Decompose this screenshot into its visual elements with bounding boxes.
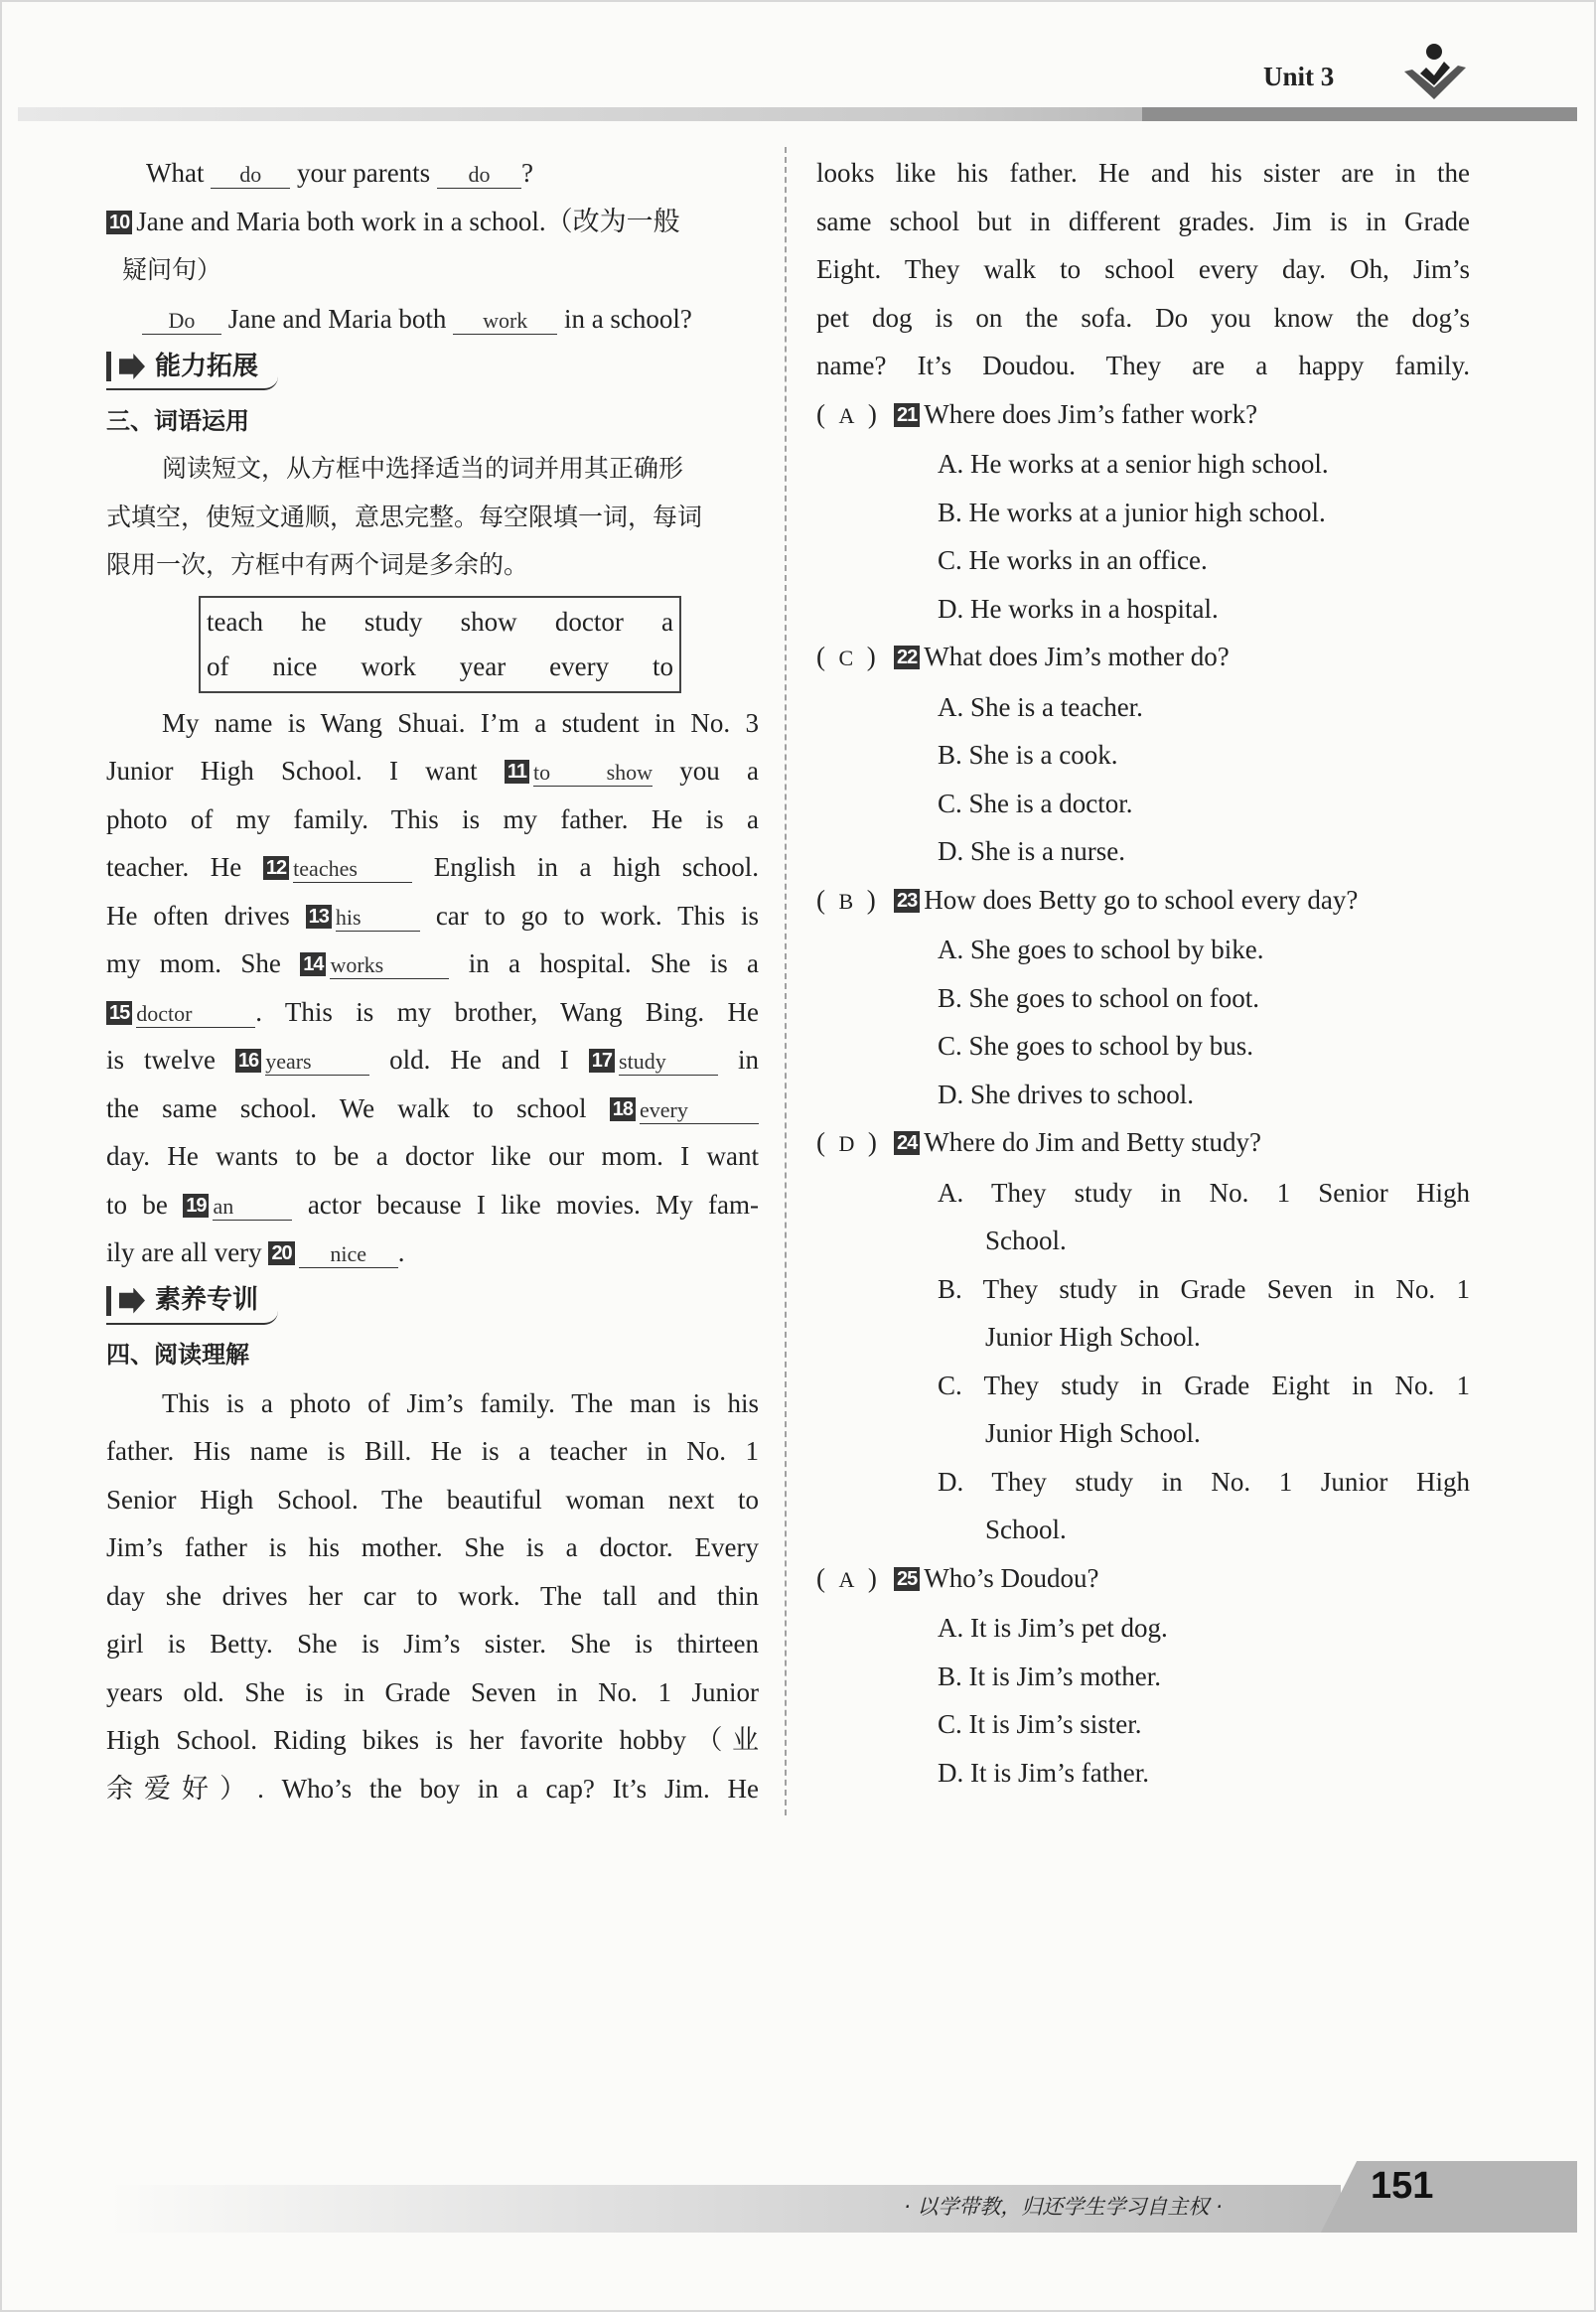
question-number: 23 <box>894 889 920 913</box>
reading-passage <box>106 1379 759 1813</box>
answer-letter: B <box>838 888 854 914</box>
question-number: 25 <box>894 1567 920 1591</box>
book-reader-logo-icon <box>1400 38 1470 107</box>
option: C. It is Jim’s sister. <box>938 1709 1142 1739</box>
blank-19: an <box>213 1194 292 1221</box>
q9-blank-1: do <box>211 162 290 189</box>
text: you a <box>679 756 759 786</box>
text: . This is my brother, Wang Bing. He <box>255 996 759 1027</box>
text: old. He and I <box>389 1045 569 1075</box>
q10-text-2 <box>106 245 759 295</box>
cloze-passage <box>106 699 759 1277</box>
option-cont: Junior High School. <box>985 1322 1201 1352</box>
reading-line: Jim’s father is his mother. She is a doctor. Every <box>106 1532 759 1562</box>
word: year <box>459 650 507 681</box>
banner-bar-icon <box>106 1286 111 1316</box>
passage-line <box>106 892 759 940</box>
word: doctor <box>554 606 624 637</box>
blank-18: every <box>640 1097 759 1124</box>
text: . <box>397 1237 405 1267</box>
text: the same school. We walk to school <box>106 1092 587 1123</box>
q10-mid: Jane and Maria both <box>227 303 447 334</box>
blank-number-12: 12 <box>263 856 289 880</box>
blank-13: his <box>336 905 420 932</box>
q10-blank-1: Do <box>142 308 221 335</box>
answer-bracket: ( B ) <box>816 884 876 915</box>
option: B. It is Jim’s mother. <box>938 1661 1162 1691</box>
option: D. They study in No. 1 Junior High <box>938 1466 1470 1497</box>
reading-line: girl is Betty. She is Jim’s sister. She is thirteen <box>106 1629 759 1659</box>
option: B. He works at a junior high school. <box>938 497 1326 527</box>
page-number: 151 <box>1371 2165 1434 2207</box>
passage-line <box>106 1036 759 1084</box>
option: A. They study in No. 1 Senior High <box>938 1177 1470 1208</box>
word: of <box>207 650 229 681</box>
blank-number-17: 17 <box>589 1049 615 1073</box>
word: show <box>460 606 517 637</box>
question-25 <box>816 1554 1470 1798</box>
option: C. She is a doctor. <box>938 788 1133 818</box>
question-text: Where do Jim and Betty study? <box>924 1127 1261 1157</box>
text: to be <box>106 1189 168 1220</box>
text: my mom. She <box>106 948 281 978</box>
answer-letter: D <box>838 1131 855 1156</box>
blank-14: works <box>330 952 449 979</box>
q10-answer-line <box>106 295 759 344</box>
answer-bracket: ( D ) <box>816 1127 877 1157</box>
text: Junior High School. I want <box>106 756 478 786</box>
answer-letter: C <box>838 646 854 670</box>
blank-number-16: 16 <box>235 1049 261 1073</box>
text: in <box>738 1045 760 1075</box>
question-text: What does Jim’s mother do? <box>924 642 1230 671</box>
option: D. It is Jim’s father. <box>938 1757 1149 1788</box>
reading-line: 余爱好）. Who’s the boy in a cap? It’s Jim. He <box>106 1773 759 1804</box>
blank-15: doctor <box>136 1001 255 1028</box>
reading-line: years old. She is in Grade Seven in No. 1 Junior <box>106 1676 759 1707</box>
header-band-accent <box>1142 107 1577 121</box>
reading-line: Senior High School. The beautiful woman next to <box>106 1484 759 1515</box>
word: teach <box>207 606 263 637</box>
q10-blank-2: work <box>453 308 557 335</box>
word: study <box>363 606 423 637</box>
option: B. They study in Grade Seven in No. 1 <box>938 1273 1470 1304</box>
text: in a hospital. She is a <box>468 948 760 978</box>
option-cont: School. <box>985 1226 1067 1255</box>
q10-text-cont: 疑问句） <box>122 255 222 284</box>
right-column <box>816 149 1470 1797</box>
word: he <box>301 606 327 637</box>
option: D. She is a nurse. <box>938 836 1125 866</box>
text: ily are all very <box>106 1237 262 1267</box>
question-text: Where does Jim’s father work? <box>924 398 1258 429</box>
passage-line: day. He wants to be a doctor like our mom. I want <box>106 1141 759 1171</box>
blank-number-20: 20 <box>268 1241 294 1265</box>
question-text: Who’s Doudou? <box>924 1562 1099 1593</box>
passage-line: My name is Wang Shuai. I’m a student in No. 3 <box>162 707 759 738</box>
word: a <box>661 606 674 637</box>
reading-line: High School. Riding bikes is her favorite hobby（业 <box>106 1725 759 1755</box>
footer-slogan: · 以学带教，归还学生学习自主权 · <box>904 2195 1223 2219</box>
blank-12: teaches <box>293 856 412 883</box>
option: B. She goes to school on foot. <box>938 982 1259 1013</box>
answer-letter: A <box>838 1566 855 1592</box>
question-21 <box>816 390 1470 634</box>
word: work <box>361 650 416 681</box>
arrow-right-icon <box>119 354 145 379</box>
instruction-line-1: 阅读短文，从方框中选择适当的词并用其正确形 <box>162 454 684 483</box>
ability-banner <box>106 343 759 397</box>
q9-answer-line <box>106 149 759 198</box>
unit-label: Unit 3 <box>1263 62 1335 91</box>
passage-line: photo of my family. This is my father. He is a <box>106 803 759 834</box>
option: B. She is a cook. <box>938 740 1118 770</box>
text: is twelve <box>106 1045 216 1075</box>
page-number-tab <box>1321 2161 1577 2233</box>
reading-line: looks like his father. He and his sister are in the <box>816 158 1470 188</box>
blank-number-19: 19 <box>183 1194 209 1218</box>
blank-number-13: 13 <box>306 905 332 929</box>
q10-line <box>106 198 759 246</box>
text: teacher. He <box>106 852 242 882</box>
q10-post: in a school? <box>563 303 692 334</box>
passage-line <box>106 1084 759 1133</box>
passage-line <box>106 1181 759 1229</box>
word-box-row-1 <box>207 600 673 645</box>
word: nice <box>272 650 318 681</box>
passage-line <box>106 843 759 892</box>
answer-letter: A <box>838 402 855 428</box>
option: D. He works in a hospital. <box>938 593 1219 624</box>
reading-passage-continued <box>816 149 1470 390</box>
option: A. She goes to school by bike. <box>938 935 1264 964</box>
instruction-line-2: 式填空，使短文通顺，意思完整。每空限填一词，每词 <box>106 502 703 531</box>
reading-line: father. His name is Bill. He is a teacher in No. 1 <box>106 1436 759 1466</box>
answer-bracket: ( A ) <box>816 1562 877 1593</box>
left-column <box>106 149 759 1812</box>
banner-bar-icon <box>106 352 111 381</box>
question-23 <box>816 876 1470 1119</box>
word: to <box>653 650 674 681</box>
reading-line: This is a photo of Jim’s family. The man is his <box>162 1387 759 1418</box>
option: A. She is a teacher. <box>938 691 1143 722</box>
reading-line: day she drives her car to work. The tall and thin <box>106 1580 759 1611</box>
blank-number-14: 14 <box>300 952 326 976</box>
blank-16: years <box>265 1049 369 1076</box>
q9-blank-2: do <box>437 162 521 189</box>
question-24 <box>816 1118 1470 1554</box>
literacy-title: 素养专训 <box>155 1285 259 1316</box>
q9-post: ? <box>520 158 533 188</box>
part3-title: 三、词语运用 <box>106 406 249 435</box>
ability-title: 能力拓展 <box>155 351 259 381</box>
question-22 <box>816 633 1470 876</box>
text: actor because I like movies. My fam- <box>307 1189 760 1220</box>
option: D. She drives to school. <box>938 1079 1194 1109</box>
instruction-line-3: 限用一次，方框中有两个词是多余的。 <box>106 550 529 579</box>
word: every <box>549 650 610 681</box>
q10-number: 10 <box>106 211 132 234</box>
part4-title: 四、阅读理解 <box>106 1341 249 1369</box>
question-text: How does Betty go to school every day? <box>924 884 1359 915</box>
literacy-banner <box>106 1277 759 1332</box>
text: He often drives <box>106 900 290 931</box>
passage-line <box>106 1228 759 1277</box>
option-cont: School. <box>985 1515 1067 1544</box>
question-number: 24 <box>894 1131 920 1155</box>
word-box-row-2 <box>207 645 673 689</box>
blank-number-15: 15 <box>106 1001 132 1025</box>
passage-line <box>106 939 759 988</box>
option: C. She goes to school by bus. <box>938 1031 1254 1061</box>
passage-line <box>106 747 759 795</box>
reading-line: pet dog is on the sofa. Do you know the dog’s <box>816 302 1470 333</box>
blank-number-18: 18 <box>610 1097 636 1121</box>
reading-line: same school but in different grades. Jim is in Grade <box>816 206 1470 236</box>
blank-11: to show <box>533 760 653 785</box>
reading-line: name? It’s Doudou. They are a happy family. <box>816 351 1470 380</box>
arrow-right-icon <box>119 1288 145 1314</box>
blank-number-11: 11 <box>505 760 529 784</box>
text: car to go to work. This is <box>435 900 759 931</box>
option-cont: Junior High School. <box>985 1418 1201 1448</box>
word-box <box>199 596 681 693</box>
blank-17: study <box>619 1049 718 1076</box>
reading-line: Eight. They walk to school every day. Oh, Jim’s <box>816 254 1470 284</box>
option: C. He works in an office. <box>938 545 1208 575</box>
option: A. He works at a senior high school. <box>938 449 1329 479</box>
answer-bracket: ( C ) <box>816 642 876 671</box>
answer-bracket: ( A ) <box>816 398 877 429</box>
option: A. It is Jim’s pet dog. <box>938 1613 1168 1643</box>
blank-20: nice <box>299 1241 398 1268</box>
option: C. They study in Grade Eight in No. 1 <box>938 1370 1470 1400</box>
question-number: 21 <box>894 403 920 427</box>
question-number: 22 <box>894 646 920 669</box>
q9-mid: your parents <box>296 158 431 188</box>
passage-line <box>106 988 759 1037</box>
text: English in a high school. <box>433 852 760 882</box>
column-divider <box>785 147 787 1815</box>
q10-text: Jane and Maria both work in a school.（改为一般 <box>136 206 680 236</box>
q9-pre: What <box>146 158 205 188</box>
